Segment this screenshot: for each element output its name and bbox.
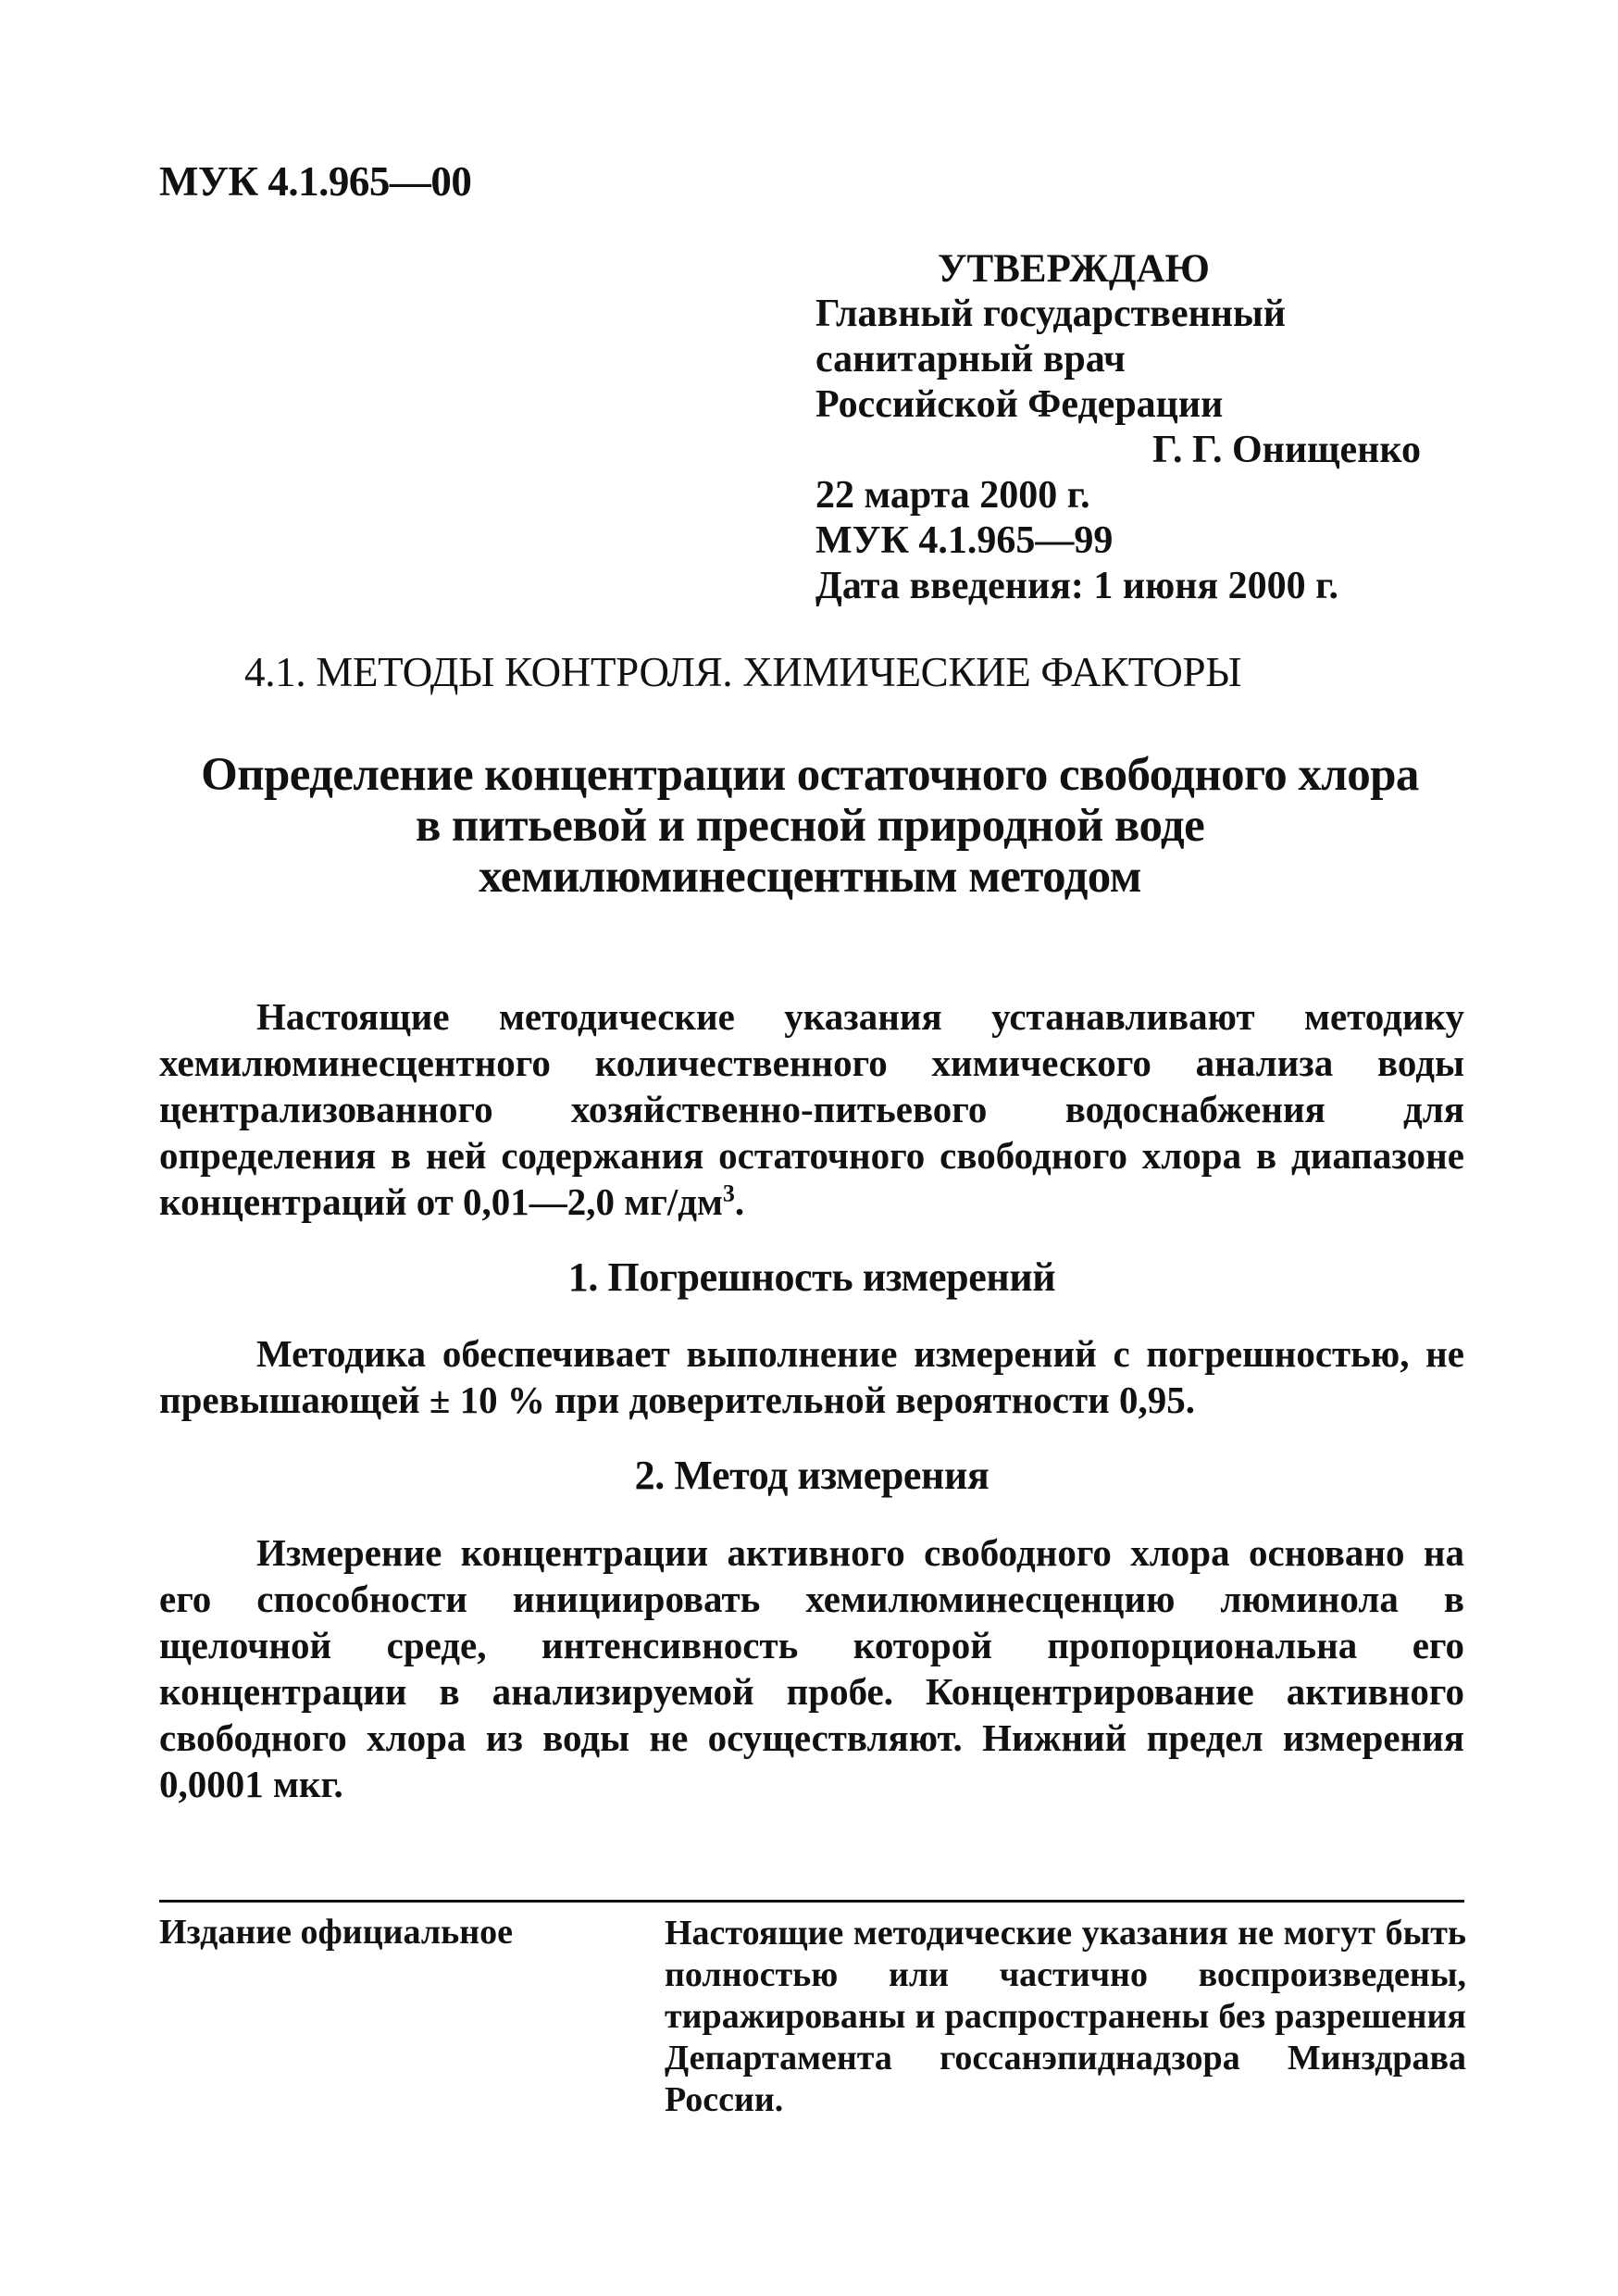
approval-block <box>815 246 1426 609</box>
section-1-heading: 1. Погрешность измерений <box>567 1254 1056 1300</box>
section-2-text: Измерение концентрации активного свободного хлора основано на его способности инициировать хемилюминесценцию люминола в щелочной среде, интенсивность которой пропорциональна его концентрации в анализируемой пробе. Концентрирование активного свободного хлора из воды не осуществляют. Нижний предел измерения 0,0001 мкг. <box>159 1531 1464 1805</box>
approval-signer: Г. Г. Онищенко <box>1152 429 1421 471</box>
document-title-line-2: в питьевой и пресной природной воде <box>415 800 1205 852</box>
intro-superscript: 3 <box>722 1179 735 1207</box>
document-code: МУК 4.1.965—00 <box>159 158 472 205</box>
footer-copyright-notice: Настоящие методические указания не могут быть полностью или частично воспроизведены, тиражированы и распространены без разрешения Департамента госсанэпиднадзора Минздрава России. <box>665 1914 1466 2119</box>
approval-position-line3: Российской Федерации <box>815 383 1224 426</box>
approval-position-line2: санитарный врач <box>815 338 1126 381</box>
footer-divider <box>159 1900 1464 1903</box>
guideline-code: МУК 4.1.965—99 <box>815 519 1114 562</box>
section-1-text: Методика обеспечивает выполнение измерений с погрешностью, не превышающей ± 10 % при доверительной вероятности 0,95. <box>159 1332 1464 1421</box>
approval-date: 22 марта 2000 г. <box>815 474 1090 517</box>
document-title-line-3: хемилюминесцентным методом <box>479 851 1141 903</box>
document-title <box>139 750 1481 903</box>
section-heading: 4.1. МЕТОДЫ КОНТРОЛЯ. ХИМИЧЕСКИЕ ФАКТОРЫ <box>244 649 1242 695</box>
intro-end: . <box>734 1180 745 1223</box>
intro-text: Настоящие методические указания устанавливают методику хемилюминесцентного количественного химического анализа воды централизованного хозяйственно-питьевого водоснабжения для определения в ней содержания остаточного свободного хлора в диапазоне концентраций от 0,01—2,0 мг/дм <box>159 995 1464 1223</box>
intro-paragraph <box>159 993 1464 1225</box>
document-title-line-1: Определение концентрации остаточного свободного хлора <box>201 749 1419 801</box>
effective-date: Дата введения: 1 июня 2000 г. <box>815 565 1338 607</box>
section-2-heading: 2. Метод измерения <box>634 1453 989 1498</box>
approval-position-line1: Главный государственный <box>815 293 1286 335</box>
footer-official-edition: Издание официальное <box>159 1913 514 1952</box>
approval-title: УТВЕРЖДАЮ <box>938 247 1210 291</box>
